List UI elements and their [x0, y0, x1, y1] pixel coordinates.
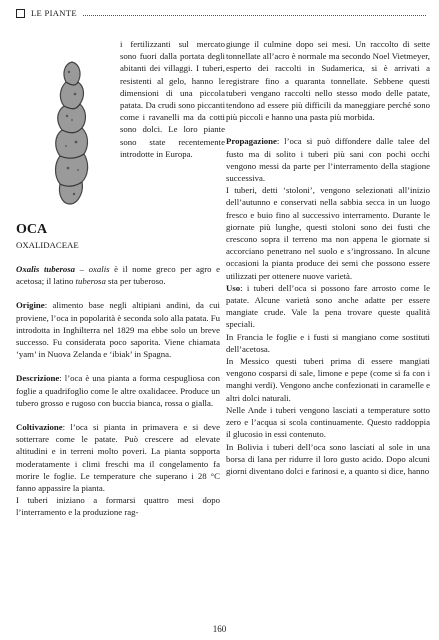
origine-paragraph [16, 299, 220, 360]
descrizione-text: : l’oca è una pianta a forma cespugliosa con foglie a quadrifoglio come le altre oxalidacee. Produce un tubero grosso e rugoso con buccia bianca, rossa o gialla. [16, 373, 220, 408]
right-paragraph-7: Nelle Ande i tuberi vengono lasciati a temperature sotto zero e l’acqua si scola continuamente. Questo raddoppia il glucosio in essi contenuto. [226, 404, 430, 440]
latin-tuberosa: tuberosa [75, 276, 106, 287]
left-column [16, 222, 220, 519]
coltivazione-paragraph [16, 421, 220, 494]
propagazione-paragraph [226, 135, 430, 184]
running-header [16, 6, 426, 20]
latin-name: Oxalis tuberosa [16, 264, 76, 274]
descrizione-heading: Descrizione [16, 373, 60, 384]
propagazione-heading: Propagazione [226, 136, 277, 147]
latin-alt: oxalis [88, 264, 110, 274]
uso-heading: Uso [226, 282, 241, 293]
descrizione-paragraph [16, 372, 220, 409]
oca-tuber-illustration [42, 58, 102, 208]
uso-text: : i tuberi dell’oca si possono fare arrosto come le patate. Alcune varietà sono anche adatte per essere mangiate crude. Vale la pena trovare queste qualità speciali. [226, 282, 430, 330]
coltivazione-extra: I tuberi iniziano a formarsi quattro mesi dopo l’interramento e la produzione rag- [16, 495, 220, 518]
entry-family: OXALIDACEAE [16, 240, 79, 250]
right-paragraph-6: In Messico questi tuberi prima di essere mangiati vengono cosparsi di sale, limone e pepe (come si fa con i manghi verdi). Vengono anche confezionati in caramelle e altri dolci naturali. [226, 356, 430, 403]
page-number: 160 [212, 624, 227, 634]
coltivazione-heading: Coltivazione [16, 422, 63, 433]
etymology-paragraph: Oxalis tuberosa – oxalis è il nome greco per agro e acetosa; il latino tuberosa sta per tuberoso. [16, 264, 221, 287]
right-paragraph-1: giunge il culmine dopo sei mesi. Un raccolto di sette tonnellate all’acro è normale ma secondo Noel Vietmeyer, esperto dei raccolti in Sudamerica, si è arrivati a registrare fino a quaranta tonnellate. Sebbene questi tuberi vengano raccolti nello stesso modo delle patate, tendono ad essere più difficili da maneggiare perché sono più piccoli e hanno una pasta più morbida. [226, 39, 430, 123]
header-rule [83, 15, 426, 16]
coltivazione-text: : l’oca si pianta in primavera e si deve sotterrare come le patate. Può crescere ad elevate altitudini e in terreni molto poveri. La pianta sopporta moderatamente i climi freschi ma il congelamento fa morire le foglie. Le temperature che superano i 28 °C fanno appassire la pianta. [16, 422, 220, 494]
etymology-text: è il nome greco per agro e acetosa; il latino [16, 264, 221, 287]
origine-heading: Origine [16, 300, 45, 311]
origine-text: : alimento base negli altipiani andini, da cui proviene, l’oca in popolarità è seconda solo alla patata. Fu introdotta in Inghilterra nel 1829 ma ebbe solo un breve successo. Fu considerata poco saporita. Viene chiamata ‘yam’ in Nuova Zelanda e ‘ibiak’ in Spagna. [16, 300, 220, 360]
header-label: LE PIANTE [31, 8, 77, 18]
right-paragraph-3: I tuberi, detti ‘stoloni’, vengono selezionati all’inizio dell’autunno e conservati nella sabbia secca in un luogo fresco e buio fino al successivo interramento. Durante le giornate più lunghe, questi stoloni sono dei fusti che crescono sopra il terreno ma non appena le giornate si accorciano penetrano nel suolo e s’ingrossano. In alcune occasioni la pianta produce dei semi che possono essere utilizzati per ottenere nuove varietà. [226, 185, 430, 281]
right-column [226, 38, 430, 477]
intro-block [120, 38, 225, 160]
entry-title: OCA [16, 222, 48, 237]
uso-paragraph [226, 282, 430, 331]
header-box-icon [16, 9, 25, 18]
right-paragraph-8: In Bolivia i tuberi dell’oca sono lasciati al sole in una borsa di lana per ridurre il loro gusto acido. Dopo alcuni giorni diventano dolci e farinosi e, a quanto si dice, hanno [226, 441, 430, 476]
right-paragraph-5: In Francia le foglie e i fusti si mangiano come sostituti dell’acetosa. [226, 331, 430, 354]
intro-paragraph: i fertilizzanti sul mercato sono fuori dalla portata degli abitanti dei villaggi. I tuberi, resistenti al gelo, hanno le dimensioni di una piccola patata. Da crudi sono piccanti come i ravanelli ma da cotti sono dolci. Le loro piante sono state recentemente introdotte in Europa. [120, 39, 225, 159]
etymology-end: sta per tuberoso. [105, 276, 166, 287]
propagazione-text: : l’oca si può diffondere dalle talee del fusto ma di solito i tuberi più sani con pochi occhi vengono messi da parte per l’interramento della stagione successiva. [226, 136, 430, 184]
